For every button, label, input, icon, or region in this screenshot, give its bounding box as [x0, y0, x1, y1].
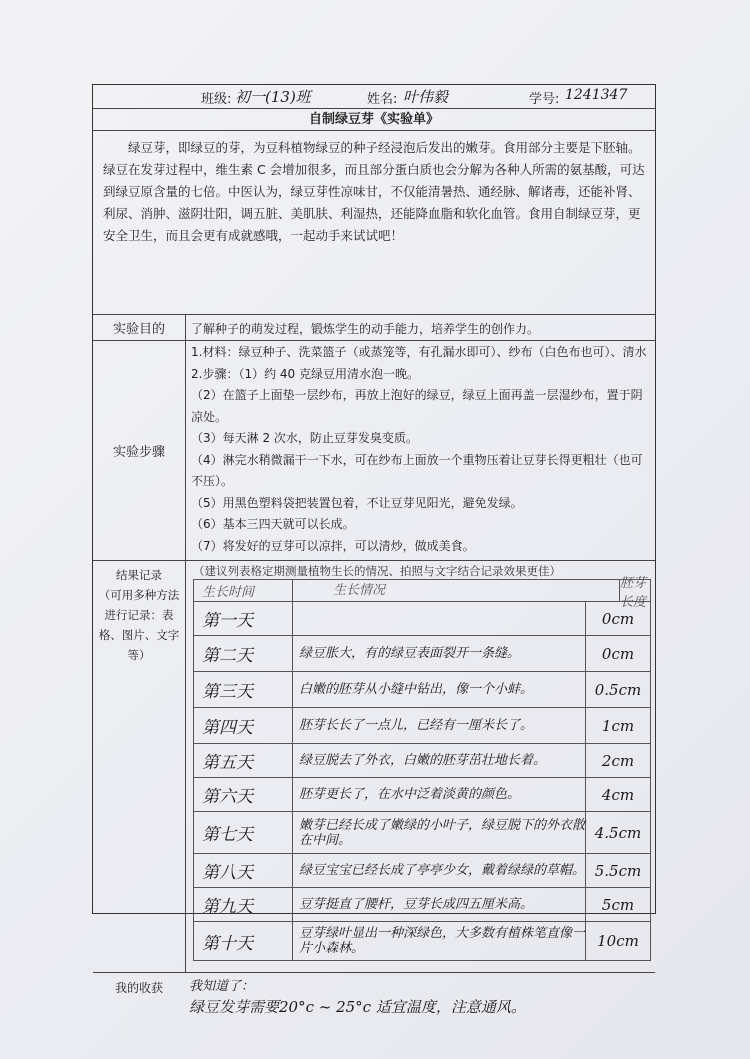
row-desc: 豆芽绿叶显出一种深绿色，大多数有植株笔直像一片小森林。 — [293, 922, 586, 960]
table-row — [193, 777, 651, 811]
row-day: 第六天 — [194, 778, 293, 811]
step-line: （3）每天淋 2 次水，防止豆芽发臭变质。 — [191, 431, 418, 445]
step-line: （2）在篮子上面垫一层纱布，再放上泡好的绿豆，绿豆上面再盖一层湿纱布，置于阴凉处。 — [191, 388, 643, 424]
row-day: 第四天 — [194, 708, 293, 743]
step-line: 1.材料：绿豆种子、洗菜篮子（或蒸笼等，有孔漏水即可）、纱布（白色布也可）、清水 — [191, 345, 647, 359]
table-row — [193, 853, 651, 887]
table-row — [193, 921, 651, 961]
row-length: 5.5cm — [594, 861, 642, 880]
row-day: 第五天 — [194, 744, 293, 777]
purpose-row — [93, 315, 655, 341]
row-length: 4.5cm — [594, 823, 642, 842]
table-row — [193, 635, 651, 671]
name-label: 姓名: — [367, 92, 398, 107]
results-body — [185, 561, 655, 972]
row-length: 0.5cm — [594, 680, 642, 699]
growth-table-header — [193, 575, 651, 610]
steps-label: 实验步骤 — [93, 341, 186, 560]
row-day: 第九天 — [194, 888, 293, 921]
row-desc: 绿豆脱去了外衣，白嫩的胚芽茁壮地长着。 — [293, 744, 586, 777]
header-time: 生长时间 — [194, 580, 293, 601]
header-desc: 生长情况 — [293, 580, 620, 601]
student-info-row — [93, 85, 655, 109]
row-length: 1cm — [601, 716, 635, 735]
row-day: 第一天 — [194, 602, 293, 635]
row-desc: 胚芽长长了一点儿，已经有一厘米长了。 — [293, 708, 586, 743]
results-label-cell — [93, 561, 186, 972]
harvest-label: 我的收获 — [114, 981, 163, 995]
name-value: 叶伟毅 — [403, 88, 449, 106]
step-line: 2.步骤：（1）约 40 克绿豆用清水泡一晚。 — [191, 366, 419, 381]
row-desc — [293, 602, 586, 635]
worksheet-table — [92, 84, 656, 1016]
id-value: 1241347 — [565, 87, 628, 103]
intro-paragraph: 绿豆芽，即绿豆的芽，为豆科植物绿豆的种子经浸泡后发出的嫩芽。食用部分主要是下胚轴。绿豆在发芽过程中，维生素 C 会增加很多，而且部分蛋白质也会分解为各种人所需的氨基酸，可达到绿豆原含量的七倍。中医认为，绿豆芽性凉味甘，不仅能清暑热、通经脉、解诸毒，还能补肾、利尿、消肿、滋阴壮阳，调五脏、美肌肤、利湿热，还能降血脂和软化血管。食用自制绿豆芽，更安全卫生，而且会更有成就感哦，一起动手来试试吧！ — [93, 131, 655, 315]
growth-table — [193, 575, 651, 961]
row-length: 2cm — [601, 751, 635, 770]
harvest-line-1: 我知道了： — [189, 979, 255, 994]
results-hint: （建议列表格定期测量植物生长的情况、拍照与文字结合记录效果更佳） — [193, 564, 561, 578]
step-line: （5）用黑色塑料袋把装置包着，不让豆芽见阳光，避免发绿。 — [191, 495, 523, 510]
class-value: 初一(13)班 — [235, 88, 311, 106]
class-label: 班级: — [201, 92, 232, 107]
harvest-line-2: 绿豆发芽需要20°c ~ 25°c 适宜温度，注意通风。 — [189, 998, 526, 1016]
row-length: 0cm — [601, 644, 635, 663]
step-line: （6）基本三四天就可以长成。 — [191, 517, 355, 531]
results-row — [93, 561, 655, 973]
table-row — [193, 743, 651, 777]
table-row — [193, 707, 651, 743]
row-day: 第三天 — [194, 672, 293, 707]
row-desc: 豆芽挺直了腰杆，豆芽长成四五厘米高。 — [293, 888, 586, 921]
table-row — [193, 811, 651, 853]
row-day: 第八天 — [194, 854, 293, 887]
row-day: 第七天 — [194, 812, 293, 853]
harvest-body — [185, 973, 655, 1031]
table-row — [193, 887, 651, 921]
steps-row — [93, 341, 655, 561]
worksheet-title: 自制绿豆芽《实验单》 — [93, 109, 655, 131]
row-desc: 白嫩的胚芽从小缝中钻出，像一个小蚌。 — [293, 672, 586, 707]
results-label: 结果记录 — [116, 568, 162, 582]
row-length: 4cm — [601, 785, 635, 804]
row-day: 第二天 — [194, 636, 293, 671]
steps-body — [185, 341, 655, 560]
row-length: 5cm — [601, 895, 635, 914]
harvest-row — [93, 973, 655, 1031]
results-label-sub: （可用多种方法进行记录：表格、图片、文字等） — [98, 588, 180, 662]
row-desc: 绿豆胀大，有的绿豆表面裂开一条缝。 — [293, 636, 586, 671]
row-day: 第十天 — [194, 922, 293, 960]
row-desc: 胚芽更长了，在水中泛着淡黄的颜色。 — [293, 778, 586, 811]
row-length: 0cm — [601, 609, 635, 628]
step-line: （7）将发好的豆芽可以凉拌，可以清炒，做成美食。 — [191, 538, 475, 553]
table-row — [193, 601, 651, 635]
row-desc: 嫩芽已经长成了嫩绿的小叶子，绿豆脱下的外衣散在中间。 — [293, 812, 586, 853]
purpose-text: 了解种子的萌发过程，锻炼学生的动手能力，培养学生的创作力。 — [191, 322, 540, 336]
row-length: 10cm — [597, 932, 639, 950]
purpose-label: 实验目的 — [93, 315, 186, 340]
step-line: （4）淋完水稍微漏干一下水，可在纱布上面放一个重物压着让豆芽长得更粗壮（也可不压）。 — [191, 452, 643, 488]
header-length: 胚芽长度 — [620, 575, 647, 610]
row-desc: 绿豆宝宝已经长成了亭亭少女，戴着绿绿的草帽。 — [293, 854, 586, 887]
id-label: 学号: — [529, 92, 560, 107]
table-row — [193, 671, 651, 707]
